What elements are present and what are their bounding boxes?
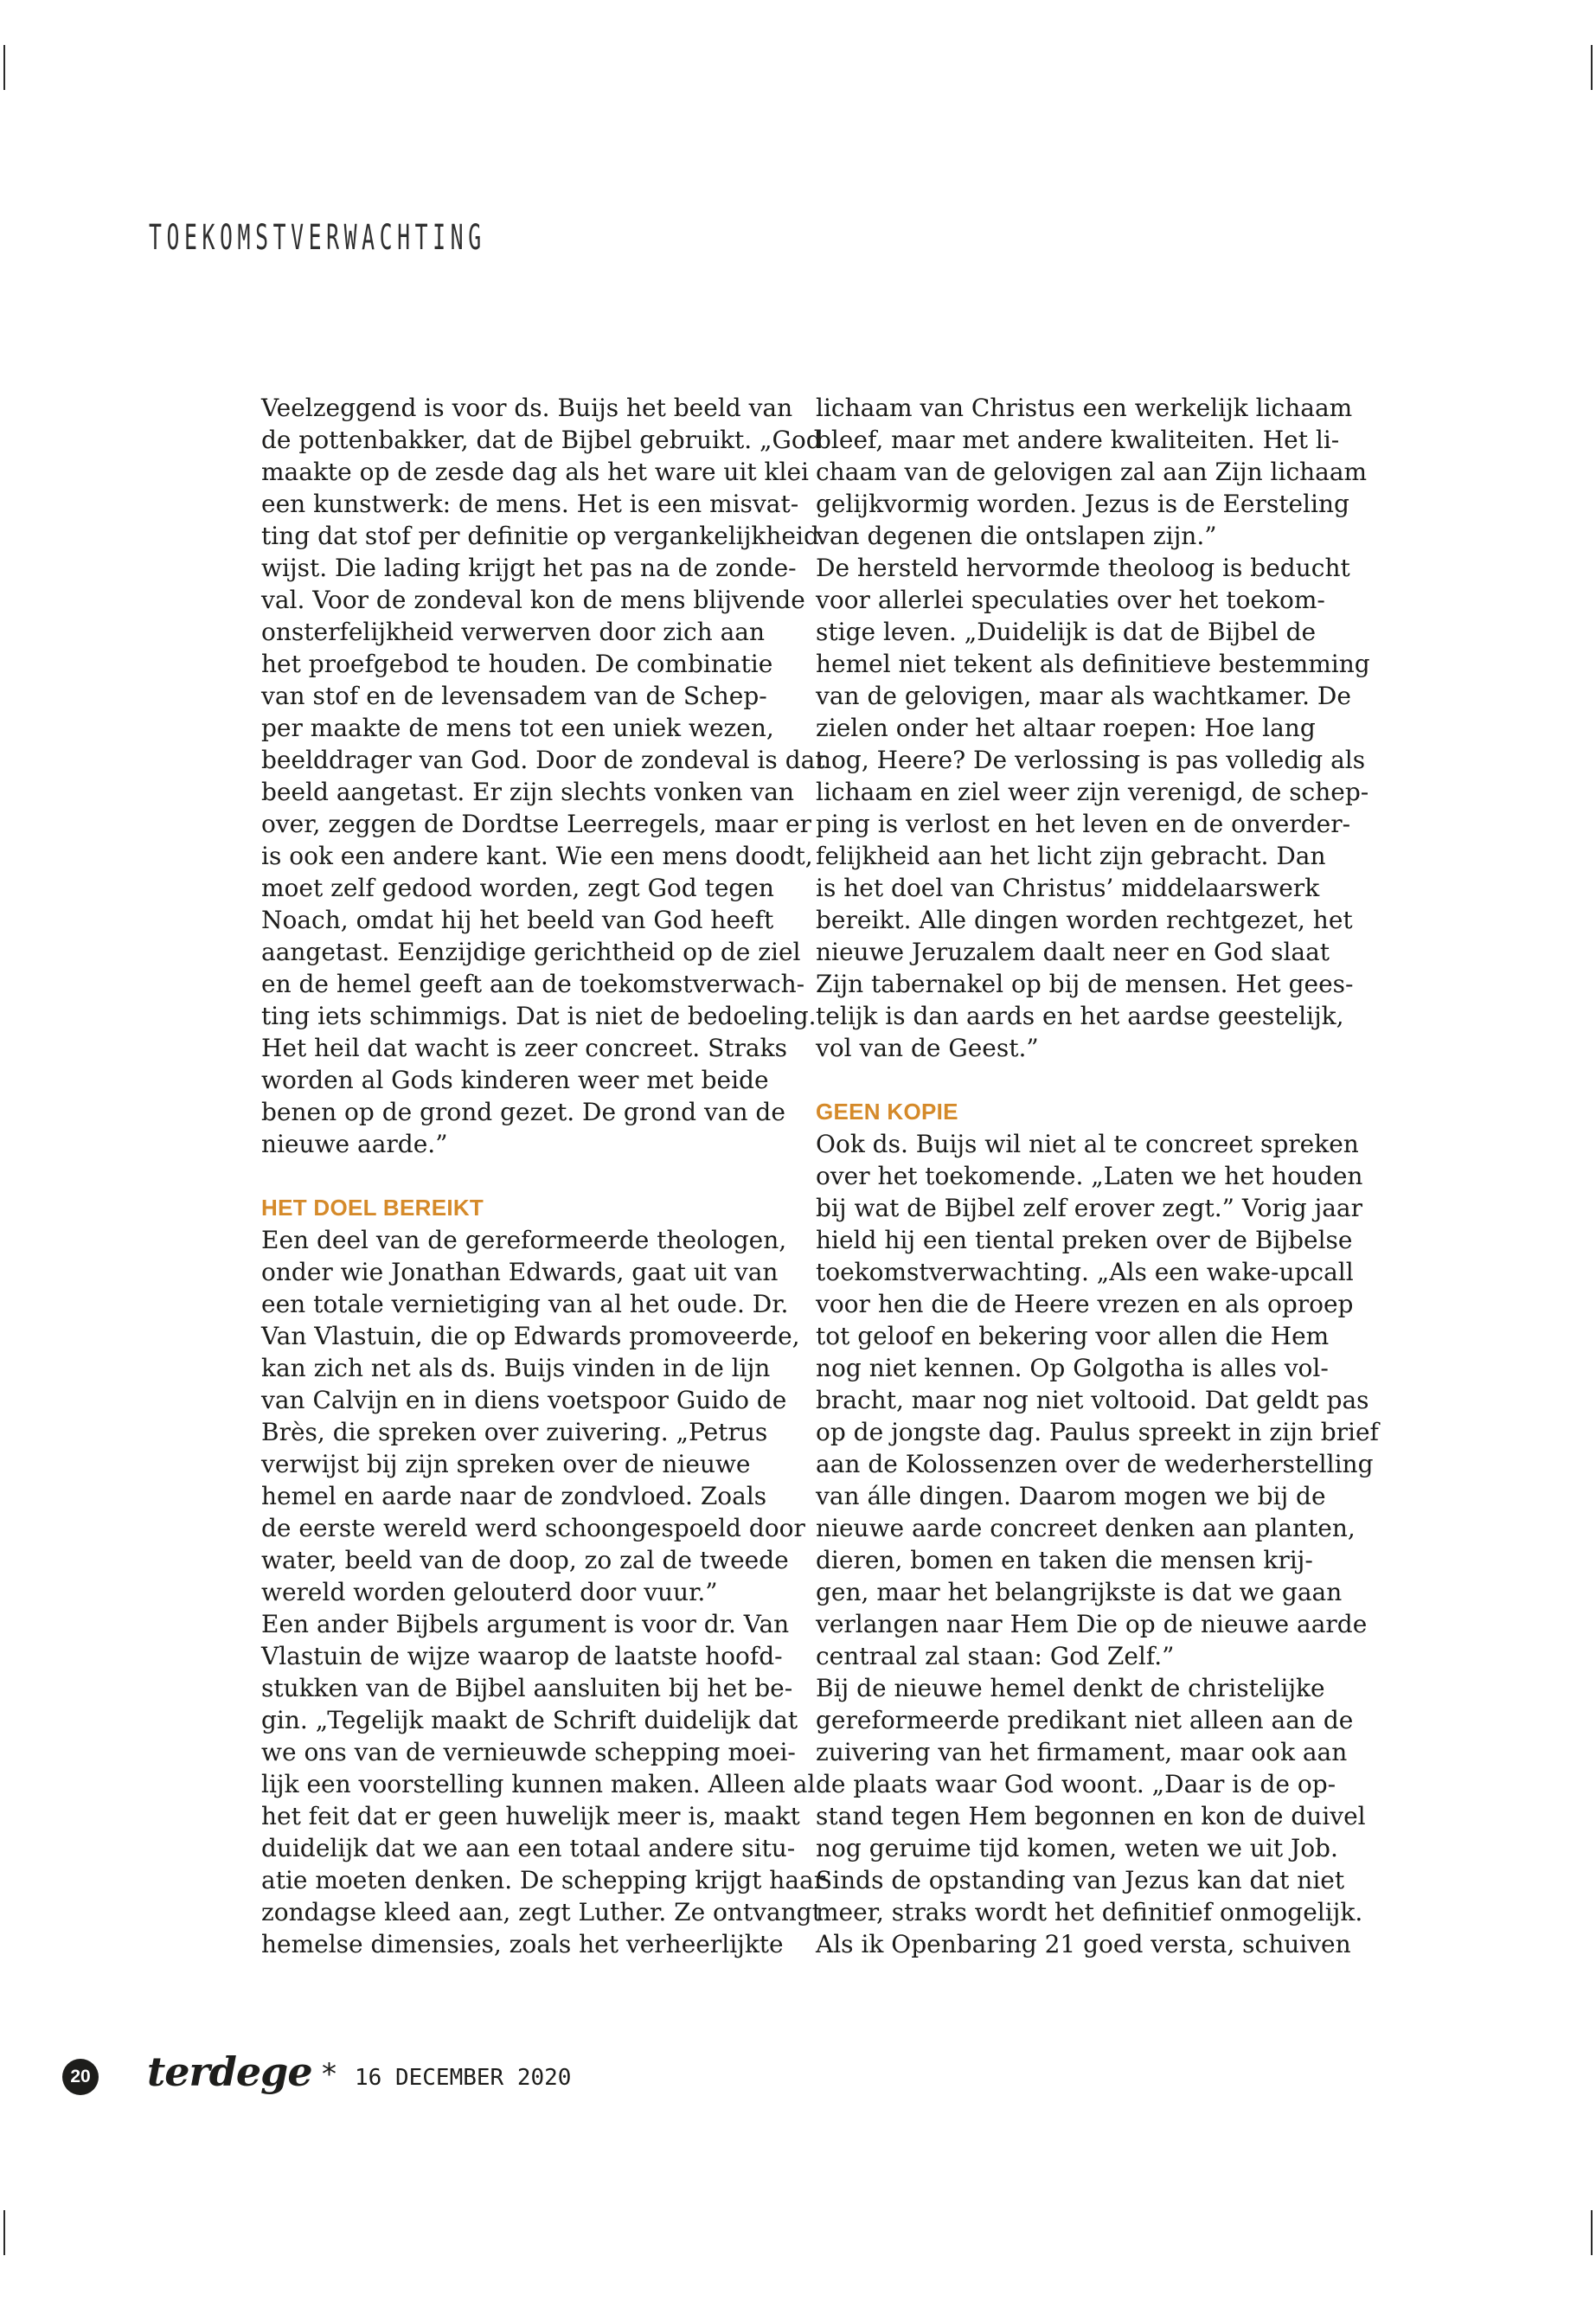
text-line: onder wie Jonathan Edwards, gaat uit van [261, 1258, 779, 1286]
text-line: bij wat de Bijbel zelf erover zegt.” Vorig jaar [816, 1194, 1362, 1222]
text-line: maakte op de zesde dag als het ware uit klei [261, 458, 810, 486]
subheading-het-doel-bereikt: HET DOEL BEREIKT [261, 1195, 484, 1221]
article-column-left [261, 392, 826, 1960]
text-line: we ons van de vernieuwde schepping moei- [261, 1738, 796, 1766]
text-line: de eerste wereld werd schoongespoeld door [261, 1514, 805, 1542]
text-line: dieren, bomen en taken die mensen krij- [816, 1546, 1313, 1574]
text-line: verlangen naar Hem Die op de nieuwe aarde [816, 1610, 1368, 1638]
text-line: het proefgebod te houden. De combinatie [261, 650, 773, 678]
text-line: bracht, maar nog niet voltooid. Dat geldt pas [816, 1386, 1369, 1414]
text-line: Bij de nieuwe hemel denkt de christelijke [816, 1674, 1325, 1702]
text-line: stige leven. „Duidelijk is dat de Bijbel de [816, 618, 1317, 646]
text-line: lichaam van Christus een werkelijk lichaam [816, 394, 1353, 422]
left-section-text [261, 1224, 826, 1960]
text-line: hemel en aarde naar de zondvloed. Zoals [261, 1482, 767, 1510]
text-line: nieuwe aarde.” [261, 1130, 448, 1158]
text-line: ting iets schimmigs. Dat is niet de bedoeling. [261, 1002, 817, 1030]
text-line: over, zeggen de Dordtse Leerregels, maar er [261, 810, 812, 838]
text-line: Zijn tabernakel op bij de mensen. Het gees- [816, 970, 1354, 998]
left-intro-text [261, 392, 825, 1160]
text-line: van Calvijn en in diens voetspoor Guido de [261, 1386, 787, 1414]
text-line: moet zelf gedood worden, zegt God tegen [261, 874, 774, 902]
text-line: Van Vlastuin, die op Edwards promoveerde, [261, 1322, 800, 1350]
text-line: ting dat stof per definitie op vergankelijkheid [261, 522, 819, 550]
text-line: aangetast. Eenzijdige gerichtheid op de ziel [261, 938, 801, 966]
text-line: Veelzeggend is voor ds. Buijs het beeld van [261, 394, 793, 422]
text-line: ping is verlost en het leven en de onverder- [816, 810, 1351, 838]
text-line: benen op de grond gezet. De grond van de [261, 1098, 785, 1126]
crop-mark-top-left [3, 45, 5, 90]
text-line: bereikt. Alle dingen worden rechtgezet, het [816, 906, 1353, 934]
article-column-right [816, 392, 1379, 1960]
text-line: gereformeerde predikant niet alleen aan de [816, 1706, 1354, 1734]
text-line: zuivering van het firmament, maar ook aan [816, 1738, 1348, 1766]
text-line: een totale vernietiging van al het oude. Dr. [261, 1290, 789, 1318]
text-line: op de jongste dag. Paulus spreekt in zijn brief [816, 1418, 1379, 1446]
text-line: water, beeld van de doop, zo zal de tweede [261, 1546, 789, 1574]
text-line: wijst. Die lading krijgt het pas na de zonde- [261, 554, 797, 582]
text-line: verwijst bij zijn spreken over de nieuwe [261, 1450, 751, 1478]
text-line: hield hij een tiental preken over de Bijbelse [816, 1226, 1353, 1254]
text-line: Vlastuin de wijze waarop de laatste hoofd- [261, 1642, 783, 1670]
text-line: gin. „Tegelijk maakt de Schrift duidelijk dat [261, 1706, 798, 1734]
text-line: van degenen die ontslapen zijn.” [816, 522, 1217, 550]
text-line: Ook ds. Buijs wil niet al te concreet spreken [816, 1130, 1359, 1158]
text-line: wereld worden gelouterd door vuur.” [261, 1578, 718, 1606]
text-line: val. Voor de zondeval kon de mens blijvende [261, 586, 805, 614]
text-line: onsterfelijkheid verwerven door zich aan [261, 618, 766, 646]
crop-mark-top-right [1591, 45, 1593, 90]
text-line: meer, straks wordt het definitief onmogelijk. [816, 1898, 1363, 1926]
text-line: gen, maar het belangrijkste is dat we gaan [816, 1578, 1343, 1606]
text-line: de plaats waar God woont. „Daar is de op- [816, 1770, 1336, 1798]
text-line: gelijkvormig worden. Jezus is de Eersteling [816, 490, 1349, 518]
text-line: bleef, maar met andere kwaliteiten. Het li- [816, 426, 1340, 454]
text-line: nieuwe Jeruzalem daalt neer en God slaat [816, 938, 1330, 966]
text-line: hemel niet tekent als definitieve bestemming [816, 650, 1370, 678]
asterisk-icon: * [322, 2057, 337, 2092]
text-line: kan zich net als ds. Buijs vinden in de lijn [261, 1354, 771, 1382]
text-line: worden al Gods kinderen weer met beide [261, 1066, 769, 1094]
text-line: een kunstwerk: de mens. Het is een misvat- [261, 490, 799, 518]
text-line: aan de Kolossenzen over de wederherstelling [816, 1450, 1374, 1478]
crop-mark-bottom-left [3, 2210, 5, 2255]
text-line: nog niet kennen. Op Golgotha is alles vol- [816, 1354, 1329, 1382]
text-line: De hersteld hervormde theoloog is beducht [816, 554, 1350, 582]
text-line: voor allerlei speculaties over het toekom- [816, 586, 1325, 614]
text-line: beeld aangetast. Er zijn slechts vonken van [261, 778, 795, 806]
brand-logo: terdege [147, 2048, 312, 2095]
paragraph-gap [261, 1160, 789, 1192]
text-line: nog geruime tijd komen, weten we uit Job. [816, 1834, 1338, 1862]
text-line: telijk is dan aards en het aardse geestelijk, [816, 1002, 1344, 1030]
text-line: Als ik Openbaring 21 goed versta, schuiven [816, 1930, 1351, 1958]
section-title: TOEKOMSTVERWACHTING [149, 218, 486, 258]
text-line: is ook een andere kant. Wie een mens doodt, [261, 842, 813, 870]
text-line: Brès, die spreken over zuivering. „Petrus [261, 1418, 768, 1446]
text-line: zielen onder het altaar roepen: Hoe lang [816, 714, 1316, 742]
text-line: zondagse kleed aan, zegt Luther. Ze ontvangt [261, 1898, 822, 1926]
text-line: is het doel van Christus’ middelaarswerk [816, 874, 1320, 902]
text-line: Sinds de opstanding van Jezus kan dat niet [816, 1866, 1345, 1894]
text-line: Een ander Bijbels argument is voor dr. Van [261, 1610, 790, 1638]
text-line: atie moeten denken. De schepping krijgt haar [261, 1866, 826, 1894]
text-line: de pottenbakker, dat de Bijbel gebruikt. „God [261, 426, 822, 454]
text-line: stukken van de Bijbel aansluiten bij het be- [261, 1674, 793, 1702]
text-line: Een deel van de gereformeerde theologen, [261, 1226, 787, 1254]
text-line: stand tegen Hem begonnen en kon de duivel [816, 1802, 1366, 1830]
page-number-badge: 20 [62, 2059, 99, 2095]
text-line: en de hemel geeft aan de toekomstverwach- [261, 970, 805, 998]
text-line: toekomstverwachting. „Als een wake-upcall [816, 1258, 1354, 1286]
text-line: Noach, omdat hij het beeld van God heeft [261, 906, 774, 934]
paragraph-gap [816, 1064, 1343, 1096]
subheading-geen-kopie: GEEN KOPIE [816, 1099, 958, 1125]
right-section-text [816, 1128, 1379, 1960]
crop-mark-bottom-right [1591, 2210, 1593, 2255]
text-line: tot geloof en bekering voor allen die Hem [816, 1322, 1330, 1350]
issue-date: 16 DECEMBER 2020 [355, 2065, 572, 2091]
text-line: van de gelovigen, maar als wachtkamer. De [816, 682, 1351, 710]
text-line: felijkheid aan het licht zijn gebracht. Dan [816, 842, 1326, 870]
text-line: lichaam en ziel weer zijn verenigd, de schep- [816, 778, 1369, 806]
text-line: het feit dat er geen huwelijk meer is, maakt [261, 1802, 800, 1830]
text-line: centraal zal staan: God Zelf.” [816, 1642, 1175, 1670]
text-line: hemelse dimensies, zoals het verheerlijkte [261, 1930, 784, 1958]
text-line: voor hen die de Heere vrezen en als oproep [816, 1290, 1354, 1318]
text-line: beelddrager van God. Door de zondeval is dat [261, 746, 825, 774]
text-line: duidelijk dat we aan een totaal andere situ- [261, 1834, 796, 1862]
text-line: per maakte de mens tot een uniek wezen, [261, 714, 774, 742]
text-line: van álle dingen. Daarom mogen we bij de [816, 1482, 1326, 1510]
text-line: chaam van de gelovigen zal aan Zijn lichaam [816, 458, 1368, 486]
text-line: over het toekomende. „Laten we het houden [816, 1162, 1363, 1190]
text-line: van stof en de levensadem van de Schep- [261, 682, 767, 710]
text-line: vol van de Geest.” [816, 1034, 1039, 1062]
text-line: Het heil dat wacht is zeer concreet. Straks [261, 1034, 787, 1062]
text-line: nog, Heere? De verlossing is pas volledig als [816, 746, 1366, 774]
text-line: nieuwe aarde concreet denken aan planten, [816, 1514, 1356, 1542]
text-line: lijk een voorstelling kunnen maken. Alleen al [261, 1770, 816, 1798]
right-intro-text [816, 392, 1370, 1064]
